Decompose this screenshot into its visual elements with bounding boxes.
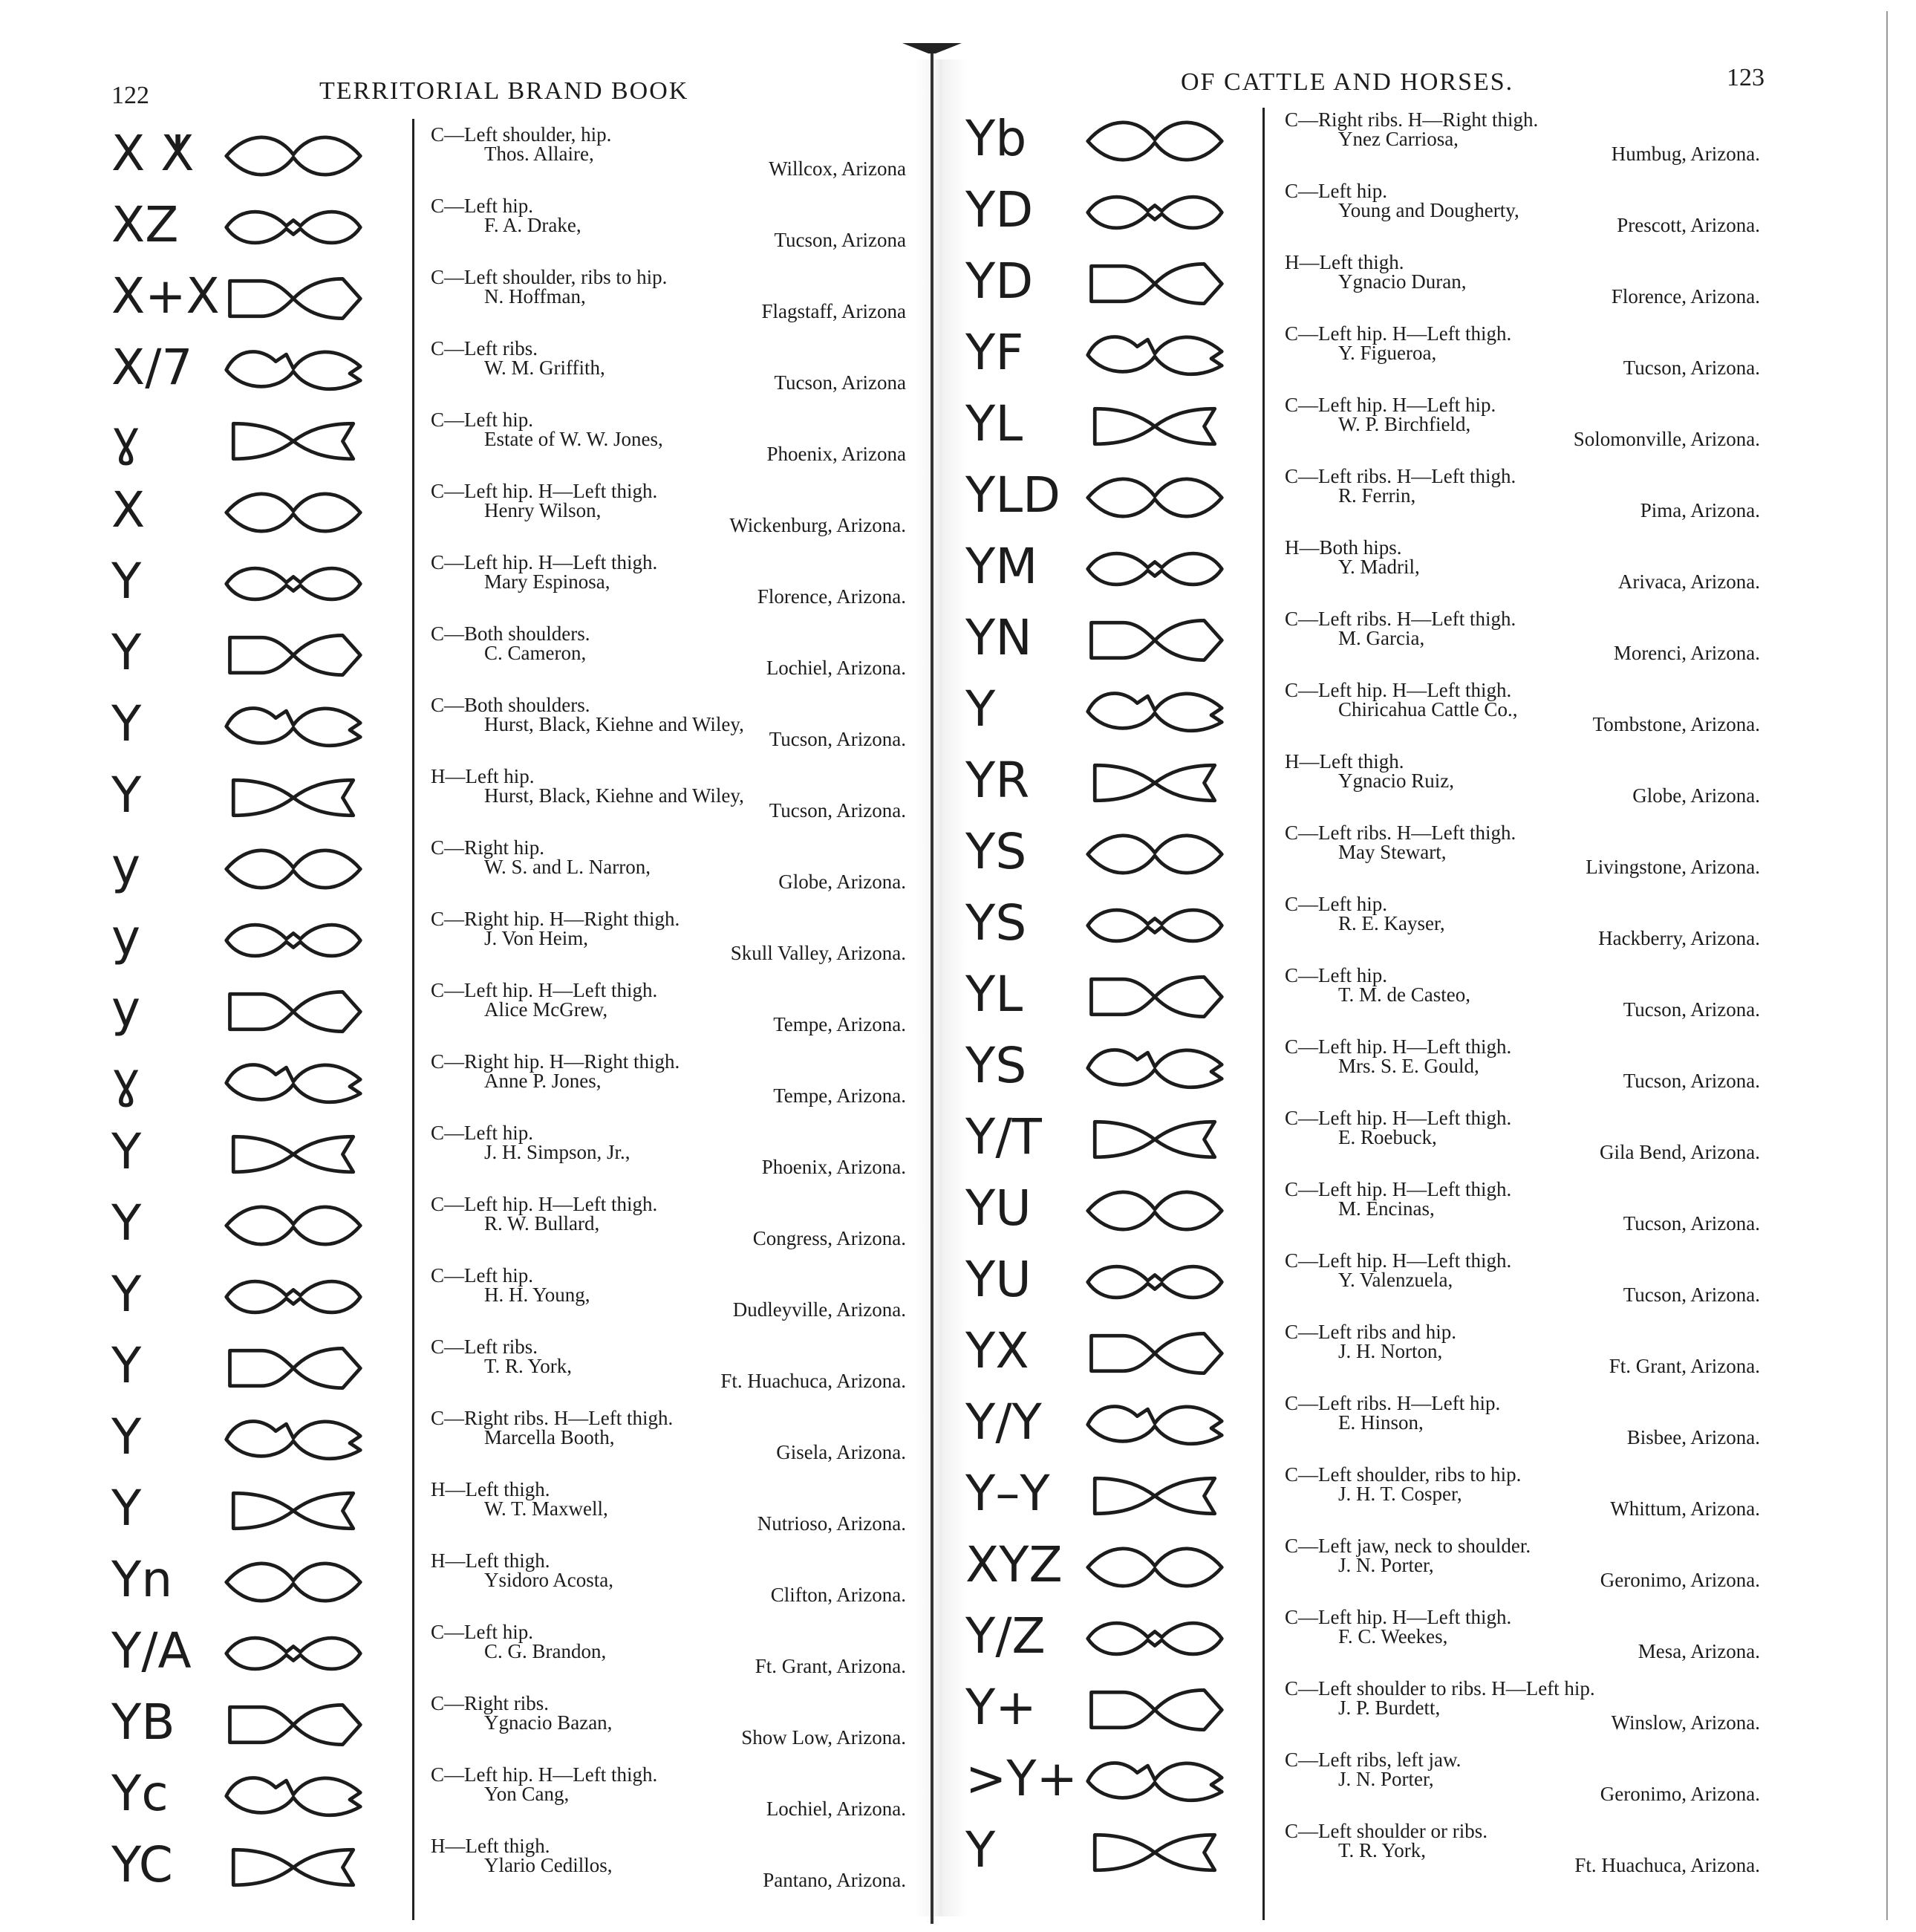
entry-text (1285, 1607, 1760, 1667)
earmark-diagram (1077, 1468, 1233, 1524)
brand-mark: XZ (111, 196, 179, 253)
brand-mark: Y (111, 1266, 142, 1323)
brand-mark: YM (965, 538, 1038, 595)
left-page-header: TERRITORIAL BRAND BOOK (319, 77, 689, 105)
brand-location: C—Left hip. H—Left thigh. (1285, 679, 1512, 701)
entry-text (1285, 324, 1760, 383)
brand-place: Phoenix, Arizona (766, 443, 906, 465)
brand-place: Whittum, Arizona. (1610, 1497, 1760, 1520)
brand-owner: Estate of W. W. Jones, (484, 428, 663, 450)
brand-place: Winslow, Arizona. (1611, 1711, 1760, 1734)
brand-owner: Ygnacio Duran, (1338, 270, 1467, 293)
brand-mark: YS (965, 894, 1027, 952)
brand-owner: Ynez Carriosa, (1338, 128, 1459, 150)
earmark-diagram (1077, 969, 1233, 1025)
brand-place: Globe, Arizona. (1632, 784, 1760, 807)
brand-location: H—Left thigh. (1285, 251, 1404, 273)
brand-owner: Mrs. S. E. Gould, (1338, 1055, 1479, 1077)
right-brand-entry (0, 1102, 1916, 1174)
brand-place: Willcox, Arizona (769, 157, 906, 180)
brand-mark: y (111, 909, 141, 966)
earmark-diagram (1077, 1682, 1233, 1738)
brand-mark: Y (111, 767, 142, 824)
right-brand-entry (0, 1601, 1916, 1673)
right-brand-entry (0, 532, 1916, 603)
brand-mark: X (111, 481, 146, 539)
brand-place: Tucson, Arizona. (1623, 357, 1760, 379)
brand-place: Tucson, Arizona (774, 371, 906, 394)
brand-owner: Hurst, Black, Kiehne and Wiley, (484, 784, 744, 807)
brand-location: C—Left hip. H—Left thigh. (1285, 1178, 1512, 1200)
brand-location: C—Left hip. (1285, 180, 1387, 202)
brand-place: Ft. Grant, Arizona. (755, 1655, 906, 1677)
brand-mark: Yb (965, 110, 1027, 167)
brand-mark: YC (111, 1836, 173, 1893)
right-brand-entry (0, 318, 1916, 389)
earmark-diagram (1077, 1325, 1233, 1382)
brand-mark: YB (111, 1694, 175, 1751)
brand-mark: YR (965, 752, 1030, 809)
entry-text (1285, 1393, 1760, 1453)
brand-owner: F. A. Drake, (484, 214, 581, 236)
brand-place: Pima, Arizona. (1640, 499, 1760, 521)
brand-mark: Y/Y (965, 1393, 1042, 1451)
brand-mark: y (111, 980, 141, 1038)
brand-location: C—Left ribs. H—Left hip. (1285, 1392, 1501, 1414)
brand-mark: ɣ (111, 410, 141, 467)
brand-place: Ft. Huachuca, Arizona. (720, 1370, 906, 1392)
right-brand-entry (0, 603, 1916, 674)
brand-mark: Y (111, 1408, 142, 1466)
brand-location: C—Left shoulder, hip. (431, 123, 612, 146)
entry-text (1285, 894, 1760, 954)
earmark-diagram (1077, 113, 1233, 169)
right-brand-entry (0, 175, 1916, 247)
brand-location: H—Left thigh. (431, 1835, 550, 1857)
brand-owner: C. G. Brandon, (484, 1640, 607, 1662)
entry-text (1285, 1821, 1760, 1881)
brand-place: Flagstaff, Arizona (761, 300, 906, 322)
brand-location: C—Left hip. H—Left hip. (1285, 394, 1496, 416)
brand-owner: J. N. Porter, (1338, 1768, 1434, 1790)
brand-place: Phoenix, Arizona. (761, 1156, 906, 1178)
entry-text (1285, 1251, 1760, 1310)
brand-owner: Marcella Booth, (484, 1426, 615, 1448)
brand-location: C—Left shoulder or ribs. (1285, 1820, 1487, 1842)
right-brand-entry (0, 674, 1916, 746)
brand-place: Livingstone, Arizona. (1586, 856, 1760, 878)
brand-mark: Y–Y (965, 1465, 1050, 1522)
entry-text (1285, 823, 1760, 882)
brand-location: C—Right hip. H—Right thigh. (431, 1050, 680, 1073)
brand-place: Tucson, Arizona. (769, 728, 906, 750)
right-page-header: OF CATTLE AND HORSES. (1181, 68, 1514, 96)
earmark-diagram (1077, 469, 1233, 526)
entry-text (1285, 966, 1760, 1025)
brand-owner: May Stewart, (1338, 841, 1447, 863)
earmark-diagram (1077, 1111, 1233, 1168)
right-brand-entry (0, 461, 1916, 532)
brand-mark: Y (111, 1480, 142, 1537)
brand-place: Tucson, Arizona. (1623, 1212, 1760, 1235)
entry-text (1285, 110, 1760, 169)
brand-mark: Y (111, 695, 142, 752)
brand-place: Tempe, Arizona. (773, 1084, 906, 1107)
brand-place: Gisela, Arizona. (776, 1441, 906, 1463)
brand-owner: R. E. Kayser, (1338, 912, 1445, 934)
brand-mark: Y (111, 1337, 142, 1394)
earmark-diagram (1077, 184, 1233, 241)
brand-place: Ft. Grant, Arizona. (1609, 1355, 1760, 1377)
brand-mark: ɣ (111, 1052, 141, 1109)
brand-owner: W. S. and L. Narron, (484, 856, 651, 878)
brand-location: C—Both shoulders. (431, 694, 590, 716)
brand-location: C—Right ribs. H—Right thigh. (1285, 108, 1539, 131)
right-brand-entry (0, 960, 1916, 1031)
brand-mark: Y/A (111, 1622, 192, 1679)
brand-owner: Mary Espinosa, (484, 570, 610, 593)
brand-owner: J. H. Norton, (1338, 1340, 1443, 1362)
right-brand-entry (0, 1815, 1916, 1887)
brand-place: Wickenburg, Arizona. (729, 514, 906, 536)
brand-mark: YS (965, 823, 1027, 880)
right-brand-entry (0, 1530, 1916, 1601)
brand-location: C—Both shoulders. (431, 622, 590, 645)
brand-mark: Y (111, 624, 142, 681)
earmark-diagram (1077, 1040, 1233, 1096)
brand-location: C—Left hip. H—Left thigh. (431, 480, 658, 502)
earmark-diagram (1077, 612, 1233, 669)
brand-place: Tucson, Arizona. (1623, 1284, 1760, 1306)
brand-mark: Y (965, 680, 996, 738)
right-page-number: 123 (1727, 64, 1765, 91)
brand-place: Humbug, Arizona. (1611, 143, 1760, 165)
brand-place: Geronimo, Arizona. (1600, 1783, 1760, 1805)
brand-place: Solomonville, Arizona. (1573, 428, 1760, 450)
brand-location: C—Right hip. H—Right thigh. (431, 908, 680, 930)
brand-owner: Anne P. Jones, (484, 1070, 602, 1092)
brand-place: Lochiel, Arizona. (766, 1798, 906, 1820)
brand-location: H—Left thigh. (431, 1549, 550, 1572)
earmark-diagram (1077, 541, 1233, 597)
brand-mark: Y (111, 1123, 142, 1180)
entry-text (1285, 1108, 1760, 1168)
right-brand-entry (0, 1031, 1916, 1102)
brand-owner: E. Roebuck, (1338, 1126, 1437, 1148)
entry-text (1285, 1322, 1760, 1382)
brand-owner: T. M. de Casteo, (1338, 983, 1470, 1006)
brand-location: C—Left ribs. (431, 337, 538, 360)
brand-location: C—Left hip. H—Left thigh. (1285, 1606, 1512, 1628)
earmark-diagram (1077, 1610, 1233, 1667)
brand-location: C—Left ribs. H—Left thigh. (1285, 465, 1516, 487)
brand-mark: YN (965, 609, 1032, 666)
right-brand-entry (0, 1245, 1916, 1316)
brand-mark: Y/T (965, 1108, 1042, 1165)
brand-place: Hackberry, Arizona. (1598, 927, 1760, 949)
brand-location: H—Left thigh. (1285, 750, 1404, 773)
brand-location: C—Left jaw, neck to shoulder. (1285, 1535, 1531, 1557)
brand-owner: F. C. Weekes, (1338, 1625, 1448, 1648)
brand-mark: Yc (111, 1765, 169, 1822)
left-page-number: 122 (111, 82, 149, 109)
brand-owner: W. M. Griffith, (484, 357, 605, 379)
brand-owner: R. Ferrin, (1338, 484, 1416, 507)
entry-text (1285, 395, 1760, 455)
right-brand-entry (0, 1174, 1916, 1245)
brand-owner: T. R. York, (1338, 1839, 1427, 1861)
right-brand-entry (0, 746, 1916, 817)
brand-mark: X/7 (111, 339, 193, 396)
earmark-diagram (1077, 1396, 1233, 1453)
right-brand-entry (0, 1744, 1916, 1815)
brand-owner: W. T. Maxwell, (484, 1497, 608, 1520)
earmark-diagram (1077, 1254, 1233, 1310)
brand-mark: Y (111, 553, 142, 610)
entry-text (1285, 1037, 1760, 1096)
brand-owner: J. H. Simpson, Jr., (484, 1141, 630, 1163)
right-brand-entry (0, 1316, 1916, 1388)
brand-location: C—Left ribs. H—Left thigh. (1285, 822, 1516, 844)
brand-place: Florence, Arizona. (757, 585, 906, 608)
brand-mark: YU (965, 1180, 1032, 1237)
brand-mark: Y (965, 1821, 996, 1879)
entry-text (1285, 181, 1760, 241)
brand-place: Ft. Huachuca, Arizona. (1574, 1854, 1760, 1876)
brand-location: C—Left hip. H—Left thigh. (431, 1193, 658, 1215)
brand-owner: Alice McGrew, (484, 998, 608, 1021)
entry-text (1285, 609, 1760, 669)
brand-owner: Y. Valenzuela, (1338, 1269, 1453, 1291)
earmark-diagram (1077, 826, 1233, 882)
brand-owner: Ylario Cedillos, (484, 1854, 613, 1876)
brand-place: Gila Bend, Arizona. (1600, 1141, 1760, 1163)
brand-location: C—Left hip. (1285, 964, 1387, 986)
brand-location: C—Left hip. (431, 1264, 533, 1287)
brand-owner: Ygnacio Ruiz, (1338, 770, 1454, 792)
brand-mark: Yn (111, 1551, 173, 1608)
brand-mark: YL (965, 395, 1023, 452)
brand-mark: Y (111, 1194, 142, 1252)
brand-owner: J. Von Heim, (484, 927, 589, 949)
brand-owner: C. Cameron, (484, 642, 587, 664)
brand-owner: J. N. Porter, (1338, 1554, 1434, 1576)
earmark-diagram (1077, 897, 1233, 954)
brand-owner: Chiricahua Cattle Co., (1338, 698, 1518, 721)
brand-mark: y (111, 838, 141, 895)
brand-owner: Henry Wilson, (484, 499, 602, 521)
brand-mark: Y/Z (965, 1607, 1046, 1665)
brand-location: C—Left hip. (1285, 893, 1387, 915)
brand-mark: XYZ (965, 1536, 1063, 1593)
brand-mark: X ⵅ (111, 125, 193, 182)
right-brand-entry (0, 1459, 1916, 1530)
brand-place: Morenci, Arizona. (1613, 642, 1760, 664)
right-brand-entry (0, 247, 1916, 318)
brand-owner: Yon Cang, (484, 1783, 570, 1805)
brand-location: C—Right ribs. (431, 1692, 550, 1714)
entry-text (1285, 1465, 1760, 1524)
entry-text (1285, 1750, 1760, 1809)
brand-owner: R. W. Bullard, (484, 1212, 600, 1235)
brand-place: Lochiel, Arizona. (766, 657, 906, 679)
brand-location: C—Left shoulder to ribs. H—Left hip. (1285, 1677, 1595, 1700)
brand-place: Tombstone, Arizona. (1592, 713, 1760, 735)
brand-location: C—Left hip. (431, 1621, 533, 1643)
brand-location: H—Both hips. (1285, 536, 1402, 559)
brand-place: Dudleyville, Arizona. (732, 1298, 906, 1321)
right-brand-entry (0, 817, 1916, 888)
brand-owner: N. Hoffman, (484, 285, 586, 308)
brand-owner: Thos. Allaire, (484, 143, 594, 165)
gutter-ornament (902, 43, 962, 53)
brand-location: C—Left hip. H—Left thigh. (1285, 322, 1512, 345)
brand-owner: M. Garcia, (1338, 627, 1425, 649)
brand-place: Tucson, Arizona. (1623, 1070, 1760, 1092)
brand-location: H—Left thigh. (431, 1478, 550, 1500)
brand-place: Prescott, Arizona. (1617, 214, 1760, 236)
brand-place: Geronimo, Arizona. (1600, 1569, 1760, 1591)
brand-owner: T. R. York, (484, 1355, 573, 1377)
brand-place: Show Low, Arizona. (741, 1726, 906, 1749)
entry-text (1285, 466, 1760, 526)
brand-owner: H. H. Young, (484, 1284, 590, 1306)
brand-place: Pantano, Arizona. (763, 1869, 906, 1891)
entry-text (1285, 680, 1760, 740)
brand-place: Mesa, Arizona. (1638, 1640, 1760, 1662)
right-brand-entry (0, 888, 1916, 960)
brand-mark: >Y+ (965, 1750, 1078, 1807)
brand-place: Tucson, Arizona. (769, 799, 906, 822)
brand-location: C—Right hip. (431, 836, 545, 859)
entry-text (1285, 1536, 1760, 1596)
earmark-diagram (1077, 1753, 1233, 1809)
brand-place: Arivaca, Arizona. (1617, 570, 1760, 593)
brand-location: C—Left hip. (431, 195, 533, 217)
entry-text (1285, 538, 1760, 597)
brand-mark: YD (965, 181, 1034, 238)
right-brand-entry (0, 1388, 1916, 1459)
brand-place: Tucson, Arizona. (1623, 998, 1760, 1021)
brand-mark: YU (965, 1251, 1032, 1308)
brand-place: Skull Valley, Arizona. (730, 942, 906, 964)
entry-text (1285, 253, 1760, 312)
brand-owner: M. Encinas, (1338, 1197, 1435, 1220)
brand-mark: YF (965, 324, 1024, 381)
brand-mark: Y+ (965, 1679, 1037, 1736)
brand-location: C—Left hip. H—Left thigh. (1285, 1249, 1512, 1272)
brand-location: C—Left hip. H—Left thigh. (1285, 1035, 1512, 1058)
brand-mark: YL (965, 966, 1023, 1023)
brand-owner: E. Hinson, (1338, 1411, 1424, 1434)
brand-place: Florence, Arizona. (1611, 285, 1760, 308)
earmark-diagram (1077, 256, 1233, 312)
brand-mark: YLD (965, 466, 1060, 524)
brand-owner: Ysidoro Acosta, (484, 1569, 613, 1591)
brand-location: C—Left ribs. H—Left thigh. (1285, 608, 1516, 630)
brand-owner: Young and Dougherty, (1338, 199, 1519, 221)
brand-place: Globe, Arizona. (778, 871, 906, 893)
brand-owner: Hurst, Black, Kiehne and Wiley, (484, 713, 744, 735)
brand-place: Congress, Arizona. (752, 1227, 906, 1249)
brand-location: C—Left hip. H—Left thigh. (431, 1763, 658, 1786)
brand-mark: YS (965, 1037, 1027, 1094)
brand-location: C—Left shoulder, ribs to hip. (1285, 1463, 1522, 1486)
brand-location: C—Left hip. (431, 409, 533, 431)
earmark-diagram (1077, 755, 1233, 811)
brand-place: Clifton, Arizona. (770, 1584, 906, 1606)
brand-location: C—Right ribs. H—Left thigh. (431, 1407, 674, 1429)
earmark-diagram (1077, 683, 1233, 740)
brand-owner: J. P. Burdett, (1338, 1697, 1441, 1719)
brand-owner: W. P. Birchfield, (1338, 413, 1471, 435)
brand-location: C—Left hip. H—Left thigh. (431, 979, 658, 1001)
brand-place: Tempe, Arizona. (773, 1013, 906, 1035)
brand-location: C—Left hip. (431, 1122, 533, 1144)
brand-place: Nutrioso, Arizona. (757, 1512, 906, 1535)
entry-text (1285, 1679, 1760, 1738)
brand-owner: Ygnacio Bazan, (484, 1711, 613, 1734)
brand-location: C—Left ribs and hip. (1285, 1321, 1456, 1343)
brand-owner: Y. Madril, (1338, 556, 1420, 578)
brand-location: C—Left hip. H—Left thigh. (1285, 1107, 1512, 1129)
brand-mark: X+X (111, 267, 220, 325)
brand-location: C—Left ribs, left jaw. (1285, 1749, 1462, 1771)
brand-mark: YX (965, 1322, 1029, 1379)
brand-place: Tucson, Arizona (774, 229, 906, 251)
brand-owner: Y. Figueroa, (1338, 342, 1437, 364)
earmark-diagram (1077, 327, 1233, 383)
earmark-diagram (1077, 398, 1233, 455)
brand-location: C—Left hip. H—Left thigh. (431, 551, 658, 573)
earmark-diagram (1077, 1824, 1233, 1881)
brand-place: Bisbee, Arizona. (1626, 1426, 1760, 1448)
entry-text (1285, 1180, 1760, 1239)
brand-owner: J. H. T. Cosper, (1338, 1483, 1462, 1505)
earmark-diagram (1077, 1183, 1233, 1239)
right-brand-entry (0, 104, 1916, 175)
earmark-diagram (1077, 1539, 1233, 1596)
right-brand-entry (0, 1673, 1916, 1744)
entry-text (1285, 752, 1760, 811)
brand-location: H—Left hip. (431, 765, 535, 787)
brand-location: C—Left shoulder, ribs to hip. (431, 266, 668, 288)
brand-mark: YD (965, 253, 1034, 310)
right-brand-entry (0, 389, 1916, 461)
brand-location: C—Left ribs. (431, 1336, 538, 1358)
